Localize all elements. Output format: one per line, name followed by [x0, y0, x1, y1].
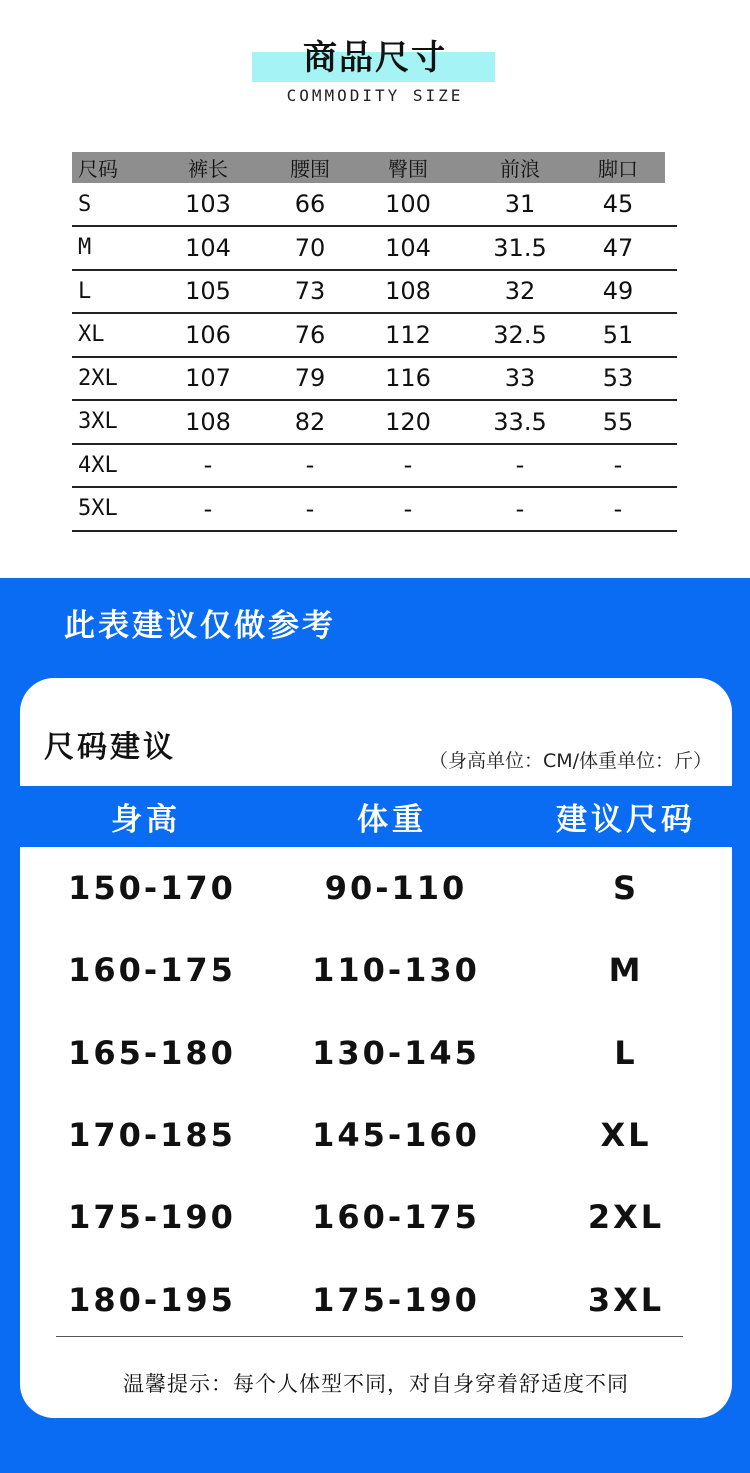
table-row [20, 1176, 732, 1258]
table-cell: 45 [602, 190, 634, 218]
table-row [72, 358, 677, 402]
card-title: 尺码建议 [44, 730, 176, 765]
commodity-size-header [0, 0, 750, 120]
table-cell: 70 [294, 233, 326, 262]
table-cell: 108 [185, 407, 231, 436]
recommendation-table [20, 847, 732, 1341]
reference-banner: 此表建议仅做参考 [64, 608, 336, 644]
table-cell: 175-190 [68, 1198, 236, 1237]
table-row [72, 445, 677, 489]
table-cell: 103 [185, 190, 231, 218]
unit-note: （身高单位：CM/体重单位：斤） [428, 750, 712, 772]
table-cell: 170-185 [68, 1116, 236, 1155]
header-cell-length: 裤长 [188, 157, 228, 181]
table-cell: 79 [294, 364, 326, 393]
table-cell: 32 [504, 277, 536, 306]
table-cell: - [613, 451, 623, 480]
table-row [72, 401, 677, 445]
table-cell: XL [78, 322, 105, 348]
table-cell: 104 [385, 233, 431, 262]
table-cell: M [608, 951, 644, 990]
table-cell: 53 [602, 364, 634, 393]
table-row [72, 183, 677, 227]
table-row [72, 271, 677, 315]
table-cell: 55 [602, 407, 634, 436]
table-cell: - [515, 451, 525, 480]
page-subtitle: COMMODITY SIZE [286, 86, 464, 105]
table-cell: 160-175 [312, 1198, 480, 1237]
table-cell: - [613, 494, 623, 523]
recommendation-header [20, 786, 732, 847]
table-cell: 66 [294, 190, 326, 218]
table-cell: S [78, 191, 92, 217]
table-row [20, 847, 732, 929]
table-cell: 3XL [587, 1280, 665, 1319]
table-cell: 145-160 [312, 1116, 480, 1155]
table-cell: 175-190 [312, 1280, 480, 1319]
table-cell: L [614, 1033, 638, 1072]
table-cell: 110-130 [312, 951, 480, 990]
table-cell: 130-145 [312, 1033, 480, 1072]
table-cell: 90-110 [324, 869, 468, 908]
table-cell: - [403, 494, 413, 523]
recommendation-card [20, 678, 732, 1418]
table-cell: 47 [602, 233, 634, 262]
table-cell: 4XL [78, 452, 118, 478]
table-cell: 2XL [78, 365, 118, 391]
table-cell: XL [600, 1116, 652, 1155]
table-cell: 49 [602, 277, 634, 306]
table-cell: 104 [185, 233, 231, 262]
table-cell: 120 [385, 407, 431, 436]
table-row [20, 929, 732, 1011]
header-cell-hem: 脚口 [598, 157, 638, 181]
table-cell: 76 [294, 320, 326, 349]
table-row [72, 314, 677, 358]
table-cell: 112 [385, 320, 431, 349]
size-table-header [72, 152, 665, 183]
table-cell: 100 [385, 190, 431, 218]
table-row [20, 1012, 732, 1094]
table-cell: - [515, 494, 525, 523]
table-cell: 32.5 [493, 320, 547, 349]
table-cell: 31.5 [493, 233, 547, 262]
header-cell-suggested-size: 建议尺码 [556, 802, 696, 838]
table-cell: - [305, 451, 315, 480]
table-cell: - [403, 451, 413, 480]
recommendation-panel [0, 578, 750, 1473]
table-row [20, 1258, 732, 1340]
table-cell: 165-180 [68, 1033, 236, 1072]
table-cell: 105 [185, 277, 231, 306]
table-cell: 160-175 [68, 951, 236, 990]
header-cell-size: 尺码 [78, 157, 118, 181]
size-table [72, 152, 677, 532]
table-cell: - [203, 451, 213, 480]
table-cell: 33 [504, 364, 536, 393]
header-cell-height: 身高 [111, 802, 181, 838]
table-cell: - [203, 494, 213, 523]
table-cell: 106 [185, 320, 231, 349]
table-cell: 3XL [78, 409, 118, 435]
table-cell: 2XL [587, 1198, 665, 1237]
table-cell: 73 [294, 277, 326, 306]
header-cell-hip: 臀围 [388, 157, 428, 181]
table-cell: 150-170 [68, 869, 236, 908]
table-cell: 108 [385, 277, 431, 306]
page-title: 商品尺寸 [303, 38, 447, 78]
table-cell: 31 [504, 190, 536, 218]
header-cell-weight: 体重 [357, 802, 427, 838]
header-cell-rise: 前浪 [500, 157, 540, 181]
table-cell: 51 [602, 320, 634, 349]
table-cell: S [612, 869, 640, 908]
table-row [20, 1094, 732, 1176]
table-cell: - [305, 494, 315, 523]
table-cell: M [78, 235, 92, 261]
tip-text: 温馨提示：每个人体型不同，对自身穿着舒适度不同 [123, 1372, 629, 1396]
table-row [72, 227, 677, 271]
table-cell: L [78, 278, 92, 304]
header-cell-waist: 腰围 [290, 157, 330, 181]
table-cell: 180-195 [68, 1280, 236, 1319]
table-cell: 107 [185, 364, 231, 393]
table-cell: 82 [294, 407, 326, 436]
table-cell: 33.5 [493, 407, 547, 436]
table-row [72, 488, 677, 532]
table-cell: 116 [385, 364, 431, 393]
divider [56, 1336, 683, 1337]
table-cell: 5XL [78, 496, 118, 522]
